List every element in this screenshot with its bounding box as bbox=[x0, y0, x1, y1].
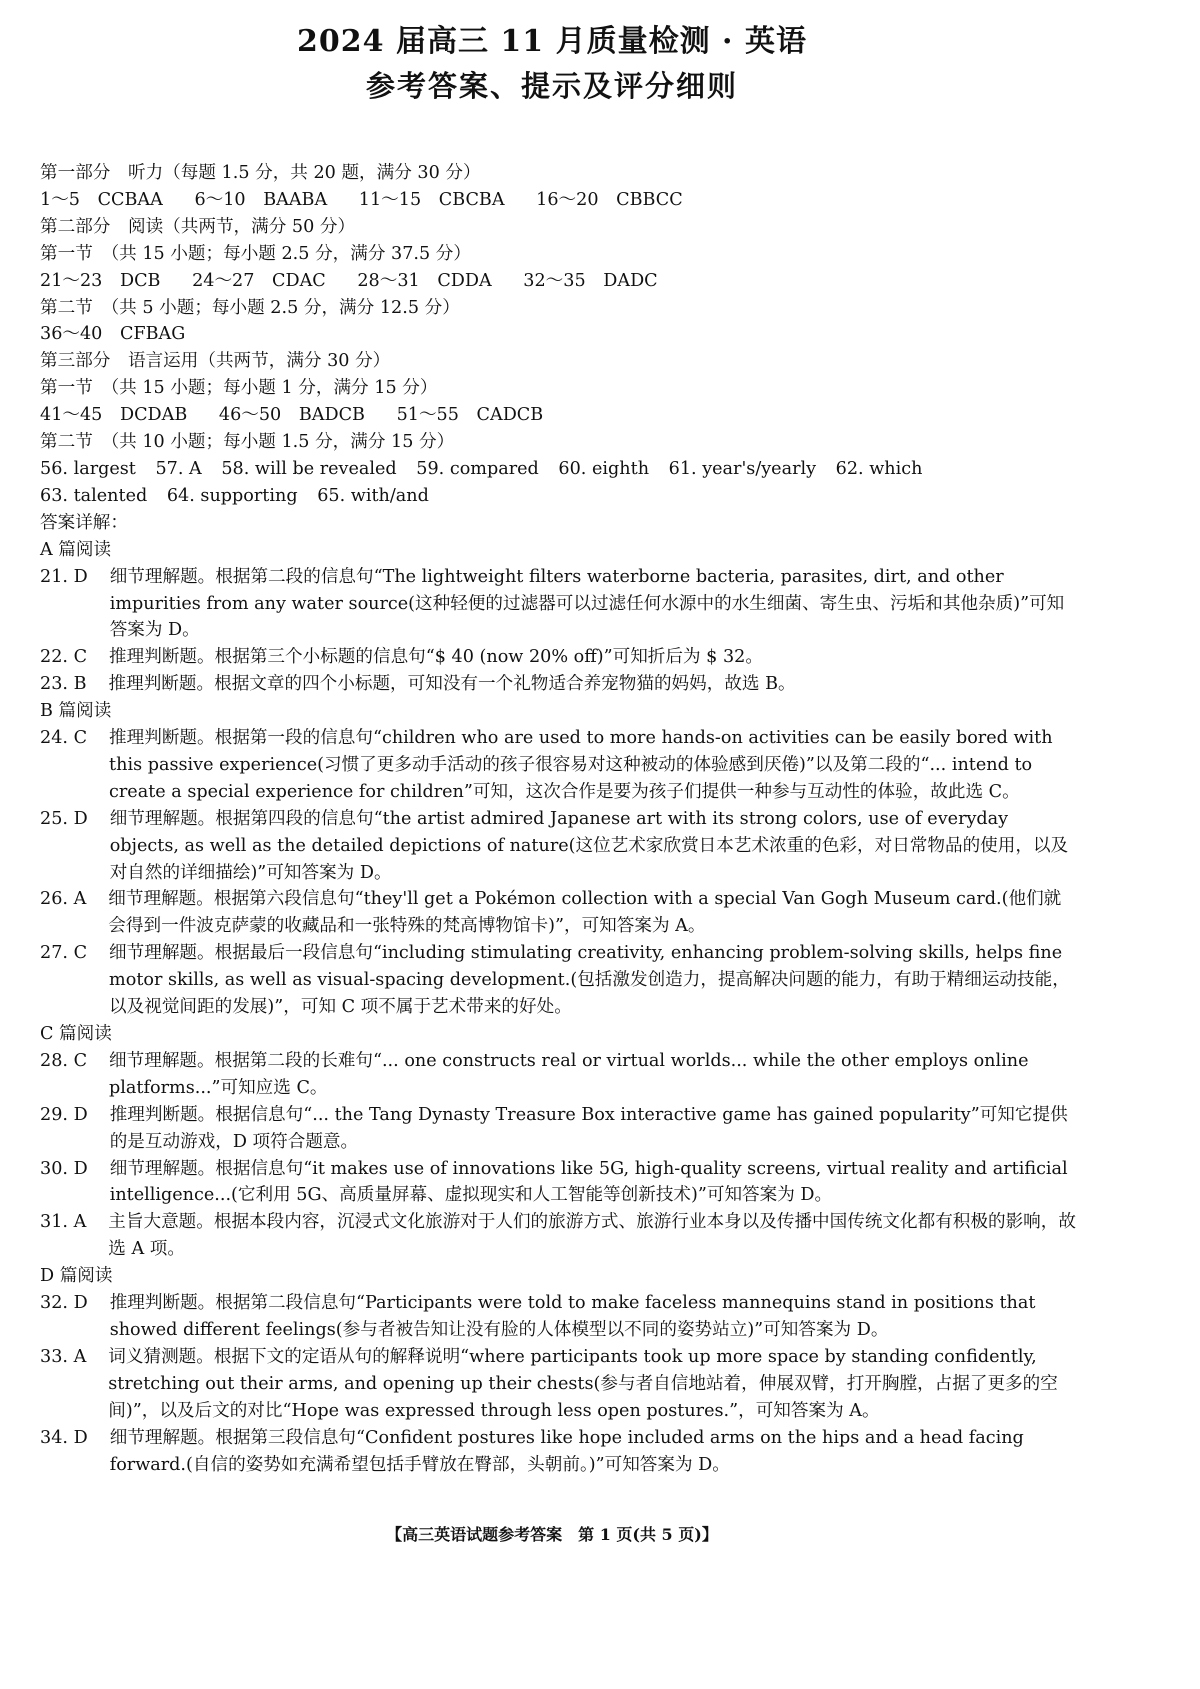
details-heading: 答案详解： bbox=[40, 512, 128, 533]
question-explanation bbox=[40, 1209, 1076, 1263]
page-footer: 【高三英语试题参考答案 第 1 页(共 5 页)】 bbox=[386, 1525, 718, 1544]
question-type: 推理判断题。 bbox=[108, 674, 215, 695]
part2-section2-heading: 第二节 （共 5 小题；每小题 2.5 分，满分 12.5 分） bbox=[40, 297, 460, 318]
explanation-text: 根据第二段信息句“Participants were told to make faceless mannequins stand in positions that showed different feelings(参与者被告知让没有脸的人体模型以不同的姿势站立)”可知答案为 D。 bbox=[109, 1293, 1036, 1340]
question-answer: 21. D bbox=[40, 566, 88, 587]
fill-answer: 59. compared bbox=[416, 458, 539, 479]
question-type: 主旨大意题。 bbox=[108, 1212, 214, 1233]
part3-section1-heading: 第一节 （共 15 小题；每小题 1 分，满分 15 分） bbox=[40, 378, 438, 399]
question-answer: 30. D bbox=[40, 1158, 88, 1179]
fill-answer: 63. talented bbox=[40, 485, 148, 506]
question-type: 细节理解题。 bbox=[109, 1427, 216, 1448]
explanation-text: 根据第四段的信息句“the artist admired Japanese art with its strong colors, use of everyday objects, as well as the detailed depictions of nature(这位艺术家欣赏日本艺术浓重的色彩，对日常物品的使用，以及对自然的详细描绘)”可知答案为 D。 bbox=[109, 808, 1069, 883]
question-explanation bbox=[40, 806, 1076, 887]
question-explanation bbox=[40, 1344, 1076, 1425]
question-answer: 23. B bbox=[40, 674, 87, 695]
question-answer: 25. D bbox=[40, 808, 88, 829]
question-type: 细节理解题。 bbox=[108, 889, 214, 910]
answer-group: 41～45 DCDAB bbox=[40, 405, 188, 426]
question-answer: 31. A bbox=[40, 1212, 87, 1233]
question-type: 细节理解题。 bbox=[109, 808, 216, 829]
explanation-text: 根据第一段的信息句“children who are used to more hands-on activities can be easily bored with this passive experience(习惯了更多动手活动的孩子很容易对这种被动的体验感到厌倦)”以及第二段的“... intend to create a special experience for children”可知，这次合作是要为孩子们提供一种参与互动性的体验，故此选 C。 bbox=[109, 728, 1053, 802]
question-explanation bbox=[40, 725, 1076, 806]
answer-group: 6～10 BAABA bbox=[194, 189, 328, 210]
question-answer: 32. D bbox=[40, 1293, 88, 1314]
part1-answers bbox=[40, 187, 1076, 214]
explanation-body bbox=[108, 1344, 1076, 1425]
answer-group: 51～55 CADCB bbox=[396, 405, 544, 426]
passage-label: B 篇阅读 bbox=[40, 701, 112, 722]
answer-group: 32～35 DADC bbox=[523, 270, 658, 291]
explanation-body bbox=[110, 806, 1076, 887]
passage-label: D 篇阅读 bbox=[40, 1266, 113, 1287]
question-answer: 29. D bbox=[40, 1104, 88, 1125]
question-explanation bbox=[40, 671, 1076, 698]
explanation-text: 根据最后一段信息句“including stimulating creativity, enhancing problem-solving skills, helps fine motor skills, as well as visual-spacing development.(包括激发创造力，提高解决问题的能力，有助于精细运动技能，以及视觉间距的发展)”，可知 C 项不属于艺术带来的好处。 bbox=[109, 943, 1070, 1018]
part3-section2-answers-line1 bbox=[40, 456, 1076, 483]
explanation-text: 根据第六段信息句“they'll get a Pokémon collection with a special Van Gogh Museum card.(他们就会得到一件波克萨蒙的收藏品和一张特殊的梵高博物馆卡)”，可知答案为 A。 bbox=[108, 889, 1062, 937]
question-type: 细节理解题。 bbox=[109, 943, 215, 964]
question-answer: 33. A bbox=[40, 1346, 87, 1367]
question-explanation bbox=[40, 1156, 1076, 1210]
passage-label: C 篇阅读 bbox=[40, 1024, 112, 1044]
question-answer: 27. C bbox=[40, 943, 88, 964]
question-explanation bbox=[40, 1425, 1076, 1479]
answer-group: 28～31 CDDA bbox=[357, 270, 492, 291]
question-type: 推理判断题。 bbox=[109, 1293, 216, 1314]
answer-group: 1～5 CCBAA bbox=[40, 189, 163, 210]
question-explanation bbox=[40, 1290, 1076, 1344]
part2-heading: 第二部分 阅读（共两节，满分 50 分） bbox=[40, 216, 356, 237]
part3-heading: 第三部分 语言运用（共两节，满分 30 分） bbox=[40, 351, 391, 372]
question-answer: 34. D bbox=[40, 1427, 88, 1448]
question-type: 细节理解题。 bbox=[109, 566, 216, 587]
question-type: 细节理解题。 bbox=[109, 1050, 215, 1071]
question-type: 推理判断题。 bbox=[109, 1104, 216, 1125]
fill-answer: 56. largest bbox=[40, 458, 136, 479]
answer-group: 11～15 CBCBA bbox=[358, 189, 505, 210]
explanation-body bbox=[109, 671, 1076, 698]
part2-section1-heading: 第一节 （共 15 小题；每小题 2.5 分，满分 37.5 分） bbox=[40, 243, 471, 264]
part1-heading: 第一部分 听力（每题 1.5 分，共 20 题，满分 30 分） bbox=[40, 163, 481, 183]
question-explanation bbox=[40, 1102, 1076, 1156]
question-answer: 22. C bbox=[40, 647, 88, 668]
part3-section2-heading: 第二节 （共 10 小题；每小题 1.5 分，满分 15 分） bbox=[40, 432, 455, 453]
answer-content bbox=[40, 160, 1076, 1478]
page-subtitle: 参考答案、提示及评分细则 bbox=[365, 69, 738, 103]
passage-label: A 篇阅读 bbox=[40, 539, 112, 560]
question-explanation bbox=[40, 940, 1076, 1021]
fill-answer: 62. which bbox=[835, 458, 923, 479]
question-explanation bbox=[40, 1048, 1076, 1102]
answer-group: 16～20 CBBCC bbox=[536, 189, 683, 210]
explanation-body bbox=[110, 1102, 1076, 1156]
question-explanation bbox=[40, 644, 1076, 671]
fill-answer: 61. year's/yearly bbox=[668, 458, 817, 479]
fill-answer: 65. with/and bbox=[317, 485, 429, 506]
explanation-text: 根据第三个小标题的信息句“$ 40 (now 20% off)”可知折后为 $ 32。 bbox=[214, 647, 763, 668]
part3-section1-answers bbox=[40, 402, 1076, 429]
page-title: 2024 届高三 11 月质量检测 · 英语 bbox=[297, 24, 807, 59]
fill-answer: 57. A bbox=[155, 458, 202, 479]
passage-explanations bbox=[40, 537, 1076, 1479]
explanation-text: 根据信息句“... the Tang Dynasty Treasure Box interactive game has gained popularity”可知它提供的是互动游戏，D 项符合题意。 bbox=[109, 1104, 1068, 1152]
part3-section2-answers-line2 bbox=[40, 483, 1076, 510]
explanation-body bbox=[110, 1425, 1076, 1479]
question-type: 推理判断题。 bbox=[109, 647, 215, 668]
explanation-body bbox=[108, 886, 1076, 940]
fill-answer: 58. will be revealed bbox=[221, 458, 397, 479]
answer-group: 24～27 CDAC bbox=[192, 270, 326, 291]
question-answer: 26. A bbox=[40, 889, 87, 910]
explanation-text: 根据第三段信息句“Confident postures like hope included arms on the hips and a head facing forward.(自信的姿势如充满希望包括手臂放在臀部，头朝前。)”可知答案为 D。 bbox=[109, 1427, 1024, 1475]
explanation-text: 根据文章的四个小标题，可知没有一个礼物适合养宠物猫的妈妈，故选 B。 bbox=[214, 674, 796, 695]
question-answer: 24. C bbox=[40, 728, 88, 749]
explanation-text: 根据第二段的长难句“... one constructs real or virtual worlds... while the other employs online platforms...”可知应选 C。 bbox=[109, 1050, 1029, 1098]
question-type: 词义猜测题。 bbox=[108, 1346, 214, 1367]
explanation-body bbox=[108, 1209, 1076, 1263]
explanation-text: 根据本段内容，沉浸式文化旅游对于人们的旅游方式、旅游行业本身以及传播中国传统文化都有积极的影响，故选 A 项。 bbox=[108, 1212, 1076, 1260]
question-explanation bbox=[40, 886, 1076, 940]
question-answer: 28. C bbox=[40, 1050, 88, 1071]
question-type: 细节理解题。 bbox=[109, 1158, 216, 1179]
explanation-body bbox=[110, 1156, 1076, 1210]
explanation-body bbox=[109, 1048, 1076, 1102]
explanation-text: 根据信息句“it makes use of innovations like 5G, high-quality screens, virtual reality and artificial intelligence...(它利用 5G、高质量屏幕、虚拟现实和人工智能等创新技术)”可知答案为 D。 bbox=[109, 1158, 1068, 1206]
explanation-body bbox=[109, 725, 1076, 806]
fill-answer: 60. eighth bbox=[558, 458, 650, 479]
explanation-text: 根据第二段的信息句“The lightweight filters waterborne bacteria, parasites, dirt, and other impurities from any water source(这种轻便的过滤器可以过滤任何水源中的水生细菌、寄生虫、污垢和其他杂质)”可知答案为 D。 bbox=[109, 566, 1065, 641]
explanation-body bbox=[109, 644, 1076, 671]
explanation-body bbox=[110, 1290, 1076, 1344]
answer-group: 46～50 BADCB bbox=[218, 405, 365, 426]
explanation-body bbox=[110, 564, 1076, 645]
explanation-body bbox=[109, 940, 1076, 1021]
part2-section2-answers: 36～40 CFBAG bbox=[40, 324, 186, 345]
fill-answer: 64. supporting bbox=[166, 485, 298, 506]
question-explanation bbox=[40, 564, 1076, 645]
explanation-text: 根据下文的定语从句的解释说明“where participants took up more space by standing confidently, stretching out their arms, and opening up their chests(参与者自信地站着，伸展双臂，打开胸膛，占据了更多的空间)”，以及后文的对比“Hope was expressed through less open postures.”，可知答案为 A。 bbox=[108, 1346, 1058, 1421]
question-type: 推理判断题。 bbox=[109, 728, 215, 749]
answer-group: 21～23 DCB bbox=[40, 270, 161, 291]
part2-section1-answers bbox=[40, 268, 1076, 295]
